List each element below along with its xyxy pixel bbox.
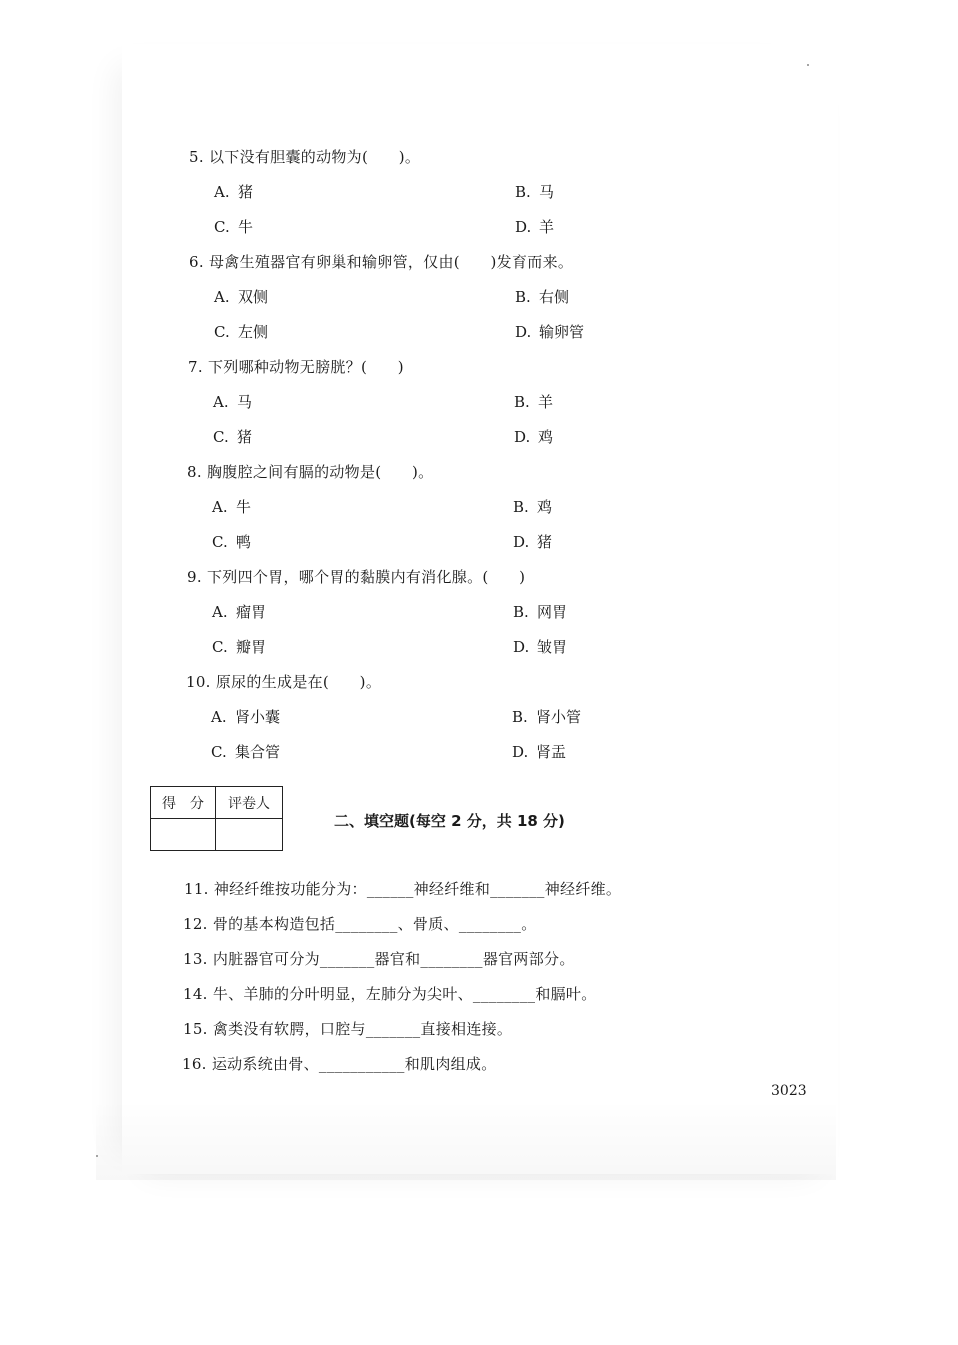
score-table — [150, 786, 283, 851]
question-10-option-b — [512, 707, 581, 727]
option-text: 肾盂 — [536, 743, 567, 761]
option-letter: D. — [513, 638, 530, 656]
option-letter: D. — [513, 533, 530, 551]
page-number: 3023 — [771, 1083, 807, 1099]
question-7-option-d — [514, 427, 553, 447]
option-letter: B. — [513, 498, 529, 516]
option-letter: D. — [514, 428, 531, 446]
option-text: 瓣胃 — [236, 638, 267, 656]
option-text: 鸡 — [537, 498, 553, 516]
fill-blank-14: 14. 牛、羊肺的分叶明显，左肺分为尖叶、________和膈叶。 — [183, 985, 597, 1003]
option-letter: C. — [213, 428, 229, 446]
option-letter: B. — [515, 288, 531, 306]
question-5-option-a — [214, 182, 253, 202]
question-6-option-c — [214, 322, 268, 342]
question-5-option-c — [214, 217, 253, 237]
question-8-option-a — [212, 497, 251, 517]
option-text: 牛 — [236, 498, 252, 516]
option-text: 输卵管 — [539, 323, 585, 341]
option-text: 马 — [237, 393, 253, 411]
option-letter: C. — [212, 533, 228, 551]
score-table-header-row — [151, 787, 283, 819]
scan-speck — [96, 1155, 98, 1157]
question-10-option-c — [211, 742, 280, 762]
option-text: 猪 — [537, 533, 553, 551]
question-6-stem: 6. 母禽生殖器官有卵巢和输卵管，仅由( )发育而来。 — [189, 253, 574, 271]
option-text: 集合管 — [235, 743, 281, 761]
option-text: 羊 — [539, 218, 555, 236]
score-table-entry-row — [151, 819, 283, 851]
option-letter: B. — [513, 603, 529, 621]
score-label-cell: 得 分 — [151, 787, 216, 819]
option-letter: C. — [214, 323, 230, 341]
option-letter: A. — [212, 498, 228, 516]
grader-label-cell: 评卷人 — [216, 787, 283, 819]
option-text: 瘤胃 — [236, 603, 267, 621]
question-8-option-d — [513, 532, 552, 552]
question-9-option-d — [513, 637, 567, 657]
question-9-option-c — [212, 637, 266, 657]
option-text: 猪 — [237, 428, 253, 446]
question-5-option-d — [515, 217, 554, 237]
option-letter: D. — [515, 218, 532, 236]
option-letter: A. — [211, 708, 227, 726]
question-10-option-d — [512, 742, 566, 762]
fill-blank-16: 16. 运动系统由骨、___________和肌肉组成。 — [182, 1055, 497, 1073]
option-text: 肾小管 — [536, 708, 582, 726]
question-7-option-b — [514, 392, 553, 412]
question-5-option-b — [515, 182, 554, 202]
question-7-stem: 7. 下列哪种动物无膀胱？( ) — [188, 358, 404, 376]
question-10-stem: 10. 原尿的生成是在( )。 — [186, 673, 382, 691]
question-6-option-d — [515, 322, 584, 342]
question-9-option-a — [212, 602, 266, 622]
grader-entry-cell[interactable] — [216, 819, 283, 851]
option-letter: C. — [211, 743, 227, 761]
section-two-title: 二、填空题(每空 2 分，共 18 分) — [334, 812, 565, 830]
option-letter: A. — [213, 393, 229, 411]
option-text: 网胃 — [537, 603, 568, 621]
question-6-option-b — [515, 287, 569, 307]
question-8-option-c — [212, 532, 251, 552]
score-entry-cell[interactable] — [151, 819, 216, 851]
option-text: 皱胃 — [537, 638, 568, 656]
option-letter: B. — [514, 393, 530, 411]
option-text: 鸭 — [236, 533, 252, 551]
question-7-option-a — [213, 392, 252, 412]
option-letter: B. — [512, 708, 528, 726]
option-letter: D. — [515, 323, 532, 341]
question-8-option-b — [513, 497, 552, 517]
fill-blank-12: 12. 骨的基本构造包括________、骨质、________。 — [183, 915, 537, 933]
question-7-option-c — [213, 427, 252, 447]
option-text: 马 — [539, 183, 555, 201]
option-letter: B. — [515, 183, 531, 201]
question-9-stem: 9. 下列四个胃，哪个胃的黏膜内有消化腺。( ) — [187, 568, 526, 586]
scan-shadow — [96, 1100, 836, 1180]
option-letter: C. — [214, 218, 230, 236]
question-5-stem: 5. 以下没有胆囊的动物为( )。 — [189, 148, 421, 166]
question-8-stem: 8. 胸腹腔之间有膈的动物是( )。 — [187, 463, 434, 481]
option-text: 牛 — [238, 218, 254, 236]
fill-blank-11: 11. 神经纤维按功能分为：______神经纤维和_______神经纤维。 — [184, 880, 622, 898]
question-10-option-a — [211, 707, 280, 727]
option-text: 肾小囊 — [235, 708, 281, 726]
option-text: 羊 — [538, 393, 554, 411]
question-9-option-b — [513, 602, 567, 622]
option-letter: A. — [214, 288, 230, 306]
option-text: 鸡 — [538, 428, 554, 446]
option-letter: A. — [212, 603, 228, 621]
option-letter: D. — [512, 743, 529, 761]
option-text: 双侧 — [238, 288, 269, 306]
option-letter: C. — [212, 638, 228, 656]
fill-blank-15: 15. 禽类没有软腭，口腔与_______直接相连接。 — [183, 1020, 513, 1038]
option-text: 右侧 — [539, 288, 570, 306]
fill-blank-13: 13. 内脏器官可分为_______器官和________器官两部分。 — [183, 950, 575, 968]
option-text: 左侧 — [238, 323, 269, 341]
option-letter: A. — [214, 183, 230, 201]
scan-speck — [807, 64, 809, 66]
question-6-option-a — [214, 287, 268, 307]
option-text: 猪 — [238, 183, 254, 201]
